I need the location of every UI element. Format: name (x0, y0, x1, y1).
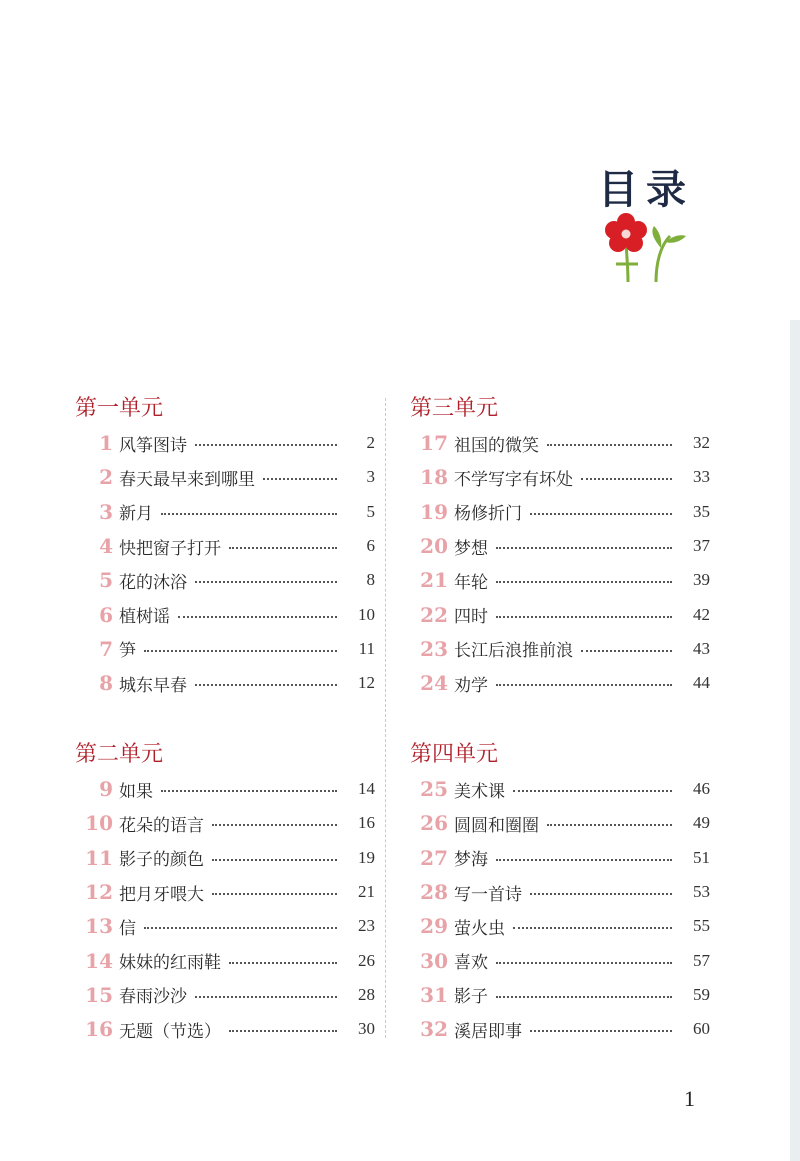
page-ref: 23 (358, 916, 375, 936)
lesson-title: 梦想 (454, 538, 488, 559)
lesson-title: 如果 (119, 781, 153, 802)
lesson-number: 31 (420, 982, 448, 1007)
leader-dots (161, 513, 337, 515)
leader-dots (496, 684, 672, 686)
leader-dots (547, 824, 672, 826)
leader-dots (263, 478, 337, 480)
unit-title: 第四单元 (410, 742, 499, 767)
lesson-title: 春雨沙沙 (119, 987, 187, 1008)
toc-entry[interactable] (75, 772, 375, 806)
leader-dots (513, 927, 672, 929)
lesson-title: 春天最早来到哪里 (119, 469, 255, 490)
lesson-title: 祖国的微笑 (454, 435, 539, 456)
lesson-number: 21 (420, 568, 448, 593)
unit-1 (75, 392, 375, 700)
lesson-title: 杨修折门 (454, 504, 522, 525)
toc-entry[interactable] (75, 495, 375, 529)
leader-dots (195, 684, 337, 686)
page-edge (790, 320, 800, 1161)
page-ref: 16 (358, 813, 375, 833)
page-ref: 11 (358, 638, 375, 658)
leader-dots (229, 1030, 337, 1032)
page-ref: 35 (693, 501, 710, 521)
toc-title: 目录 (598, 167, 694, 213)
page-ref: 57 (693, 950, 710, 970)
toc-entry[interactable] (75, 909, 375, 943)
toc-entry[interactable] (75, 597, 375, 631)
page-ref: 39 (693, 570, 710, 590)
lesson-number: 4 (99, 534, 113, 559)
leader-dots (530, 513, 672, 515)
toc-entry[interactable] (75, 841, 375, 875)
page-ref: 46 (693, 779, 710, 799)
toc-entry[interactable] (410, 426, 710, 460)
unit-2 (75, 738, 375, 1046)
lesson-number: 25 (420, 777, 448, 802)
toc-entry[interactable] (410, 563, 710, 597)
lesson-number: 7 (99, 636, 113, 661)
leader-dots (496, 962, 672, 964)
toc-entry[interactable] (410, 597, 710, 631)
unit-title: 第二单元 (75, 742, 164, 767)
leader-dots (547, 444, 672, 446)
leader-dots (229, 962, 337, 964)
page-ref: 43 (693, 638, 710, 658)
unit-title: 第三单元 (410, 396, 499, 421)
toc-entry[interactable] (410, 875, 710, 909)
page-ref: 28 (358, 984, 375, 1004)
lesson-title: 植树谣 (119, 607, 170, 628)
lesson-number: 14 (85, 948, 113, 973)
toc-entry[interactable] (410, 978, 710, 1012)
page-ref: 53 (693, 882, 710, 902)
lesson-title: 花朵的语言 (119, 815, 204, 836)
lesson-number: 19 (420, 499, 448, 524)
toc-entry[interactable] (75, 426, 375, 460)
page-ref: 12 (358, 673, 375, 693)
page-ref: 51 (693, 847, 710, 867)
lesson-number: 27 (420, 845, 448, 870)
page-ref: 44 (693, 673, 710, 693)
lesson-number: 5 (99, 568, 113, 593)
lesson-number: 28 (420, 880, 448, 905)
toc-entry[interactable] (410, 495, 710, 529)
lesson-title: 劝学 (454, 675, 488, 696)
toc-entry[interactable] (410, 772, 710, 806)
lesson-number: 26 (420, 811, 448, 836)
lesson-number: 17 (420, 431, 448, 456)
lesson-title: 四时 (454, 607, 488, 628)
leader-dots (195, 444, 337, 446)
toc-entry[interactable] (410, 841, 710, 875)
lesson-number: 1 (99, 431, 113, 456)
lesson-title: 风筝图诗 (119, 435, 187, 456)
lesson-title: 花的沐浴 (119, 572, 187, 593)
lesson-number: 29 (420, 914, 448, 939)
lesson-title: 梦海 (454, 850, 488, 871)
flower-icon (598, 206, 688, 284)
toc-entry[interactable] (410, 529, 710, 563)
leader-dots (581, 478, 672, 480)
toc-entry[interactable] (75, 978, 375, 1012)
lesson-number: 8 (99, 671, 113, 696)
page-ref: 2 (366, 433, 375, 453)
toc-entry[interactable] (410, 460, 710, 494)
lesson-title: 新月 (119, 504, 153, 525)
lesson-title: 影子的颜色 (119, 850, 204, 871)
lesson-title: 萤火虫 (454, 918, 505, 939)
page-number: 1 (684, 1086, 695, 1111)
unit-4 (410, 738, 710, 1046)
lesson-number: 9 (99, 777, 113, 802)
leader-dots (229, 547, 337, 549)
page-ref: 55 (693, 916, 710, 936)
lesson-title: 溪居即事 (454, 1021, 522, 1042)
unit-title: 第一单元 (75, 396, 164, 421)
lesson-number: 32 (420, 1017, 448, 1042)
page-ref: 26 (358, 950, 375, 970)
leader-dots (496, 996, 672, 998)
page-ref: 19 (358, 847, 375, 867)
toc-entry[interactable] (410, 1012, 710, 1046)
unit-3 (410, 392, 710, 700)
leader-dots (195, 581, 337, 583)
leader-dots (144, 650, 337, 652)
lesson-title: 城东早春 (119, 675, 187, 696)
toc-entry[interactable] (75, 460, 375, 494)
leader-dots (195, 996, 337, 998)
lesson-number: 16 (85, 1017, 113, 1042)
page-ref: 32 (693, 433, 710, 453)
lesson-title: 长江后浪推前浪 (454, 641, 573, 662)
toc-entry[interactable] (75, 529, 375, 563)
leader-dots (161, 790, 337, 792)
leader-dots (212, 859, 337, 861)
lesson-title: 写一首诗 (454, 884, 522, 905)
lesson-title: 妹妹的红雨鞋 (119, 953, 221, 974)
page-ref: 8 (366, 570, 375, 590)
lesson-title: 信 (119, 918, 136, 939)
toc-entry[interactable] (75, 632, 375, 666)
lesson-title: 年轮 (454, 572, 488, 593)
toc-entry[interactable] (75, 1012, 375, 1046)
page-ref: 59 (693, 984, 710, 1004)
page-ref: 33 (693, 467, 710, 487)
leader-dots (212, 893, 337, 895)
toc-entry[interactable] (410, 806, 710, 840)
leader-dots (496, 859, 672, 861)
leader-dots (496, 616, 672, 618)
lesson-number: 12 (85, 880, 113, 905)
leader-dots (496, 581, 672, 583)
page-ref: 3 (366, 467, 375, 487)
toc-entry[interactable] (75, 563, 375, 597)
toc-entry[interactable] (410, 943, 710, 977)
lesson-title: 美术课 (454, 781, 505, 802)
page-ref: 10 (358, 604, 375, 624)
lesson-title: 无题（节选） (119, 1021, 221, 1042)
lesson-number: 24 (420, 671, 448, 696)
page-ref: 6 (366, 536, 375, 556)
lesson-number: 13 (85, 914, 113, 939)
leader-dots (496, 547, 672, 549)
page-ref: 42 (693, 604, 710, 624)
lesson-number: 2 (99, 465, 113, 490)
page-ref: 5 (366, 501, 375, 521)
leader-dots (212, 824, 337, 826)
page-ref: 30 (358, 1019, 375, 1039)
lesson-number: 3 (99, 499, 113, 524)
lesson-number: 30 (420, 948, 448, 973)
lesson-title: 喜欢 (454, 953, 488, 974)
lesson-title: 快把窗子打开 (119, 538, 221, 559)
toc-entry[interactable] (410, 909, 710, 943)
lesson-number: 18 (420, 465, 448, 490)
toc-entry[interactable] (75, 806, 375, 840)
lesson-number: 10 (85, 811, 113, 836)
lesson-number: 11 (85, 845, 113, 870)
lesson-number: 22 (420, 602, 448, 627)
toc-entry[interactable] (75, 943, 375, 977)
page-ref: 37 (693, 536, 710, 556)
leader-dots (581, 650, 672, 652)
page-ref: 21 (358, 882, 375, 902)
lesson-title: 不学写字有坏处 (454, 469, 573, 490)
leader-dots (513, 790, 672, 792)
lesson-title: 笋 (119, 641, 136, 662)
leader-dots (530, 1030, 672, 1032)
lesson-number: 15 (85, 982, 113, 1007)
lesson-number: 23 (420, 636, 448, 661)
lesson-title: 圆圆和圈圈 (454, 815, 539, 836)
toc-entry[interactable] (410, 666, 710, 700)
column-divider (385, 398, 386, 1038)
toc-entry[interactable] (410, 632, 710, 666)
leader-dots (178, 616, 337, 618)
page-ref: 14 (358, 779, 375, 799)
toc-entry[interactable] (75, 666, 375, 700)
lesson-title: 把月牙喂大 (119, 884, 204, 905)
leader-dots (530, 893, 672, 895)
leader-dots (144, 927, 337, 929)
page-ref: 49 (693, 813, 710, 833)
lesson-number: 6 (99, 602, 113, 627)
lesson-number: 20 (420, 534, 448, 559)
toc-entry[interactable] (75, 875, 375, 909)
page-ref: 60 (693, 1019, 710, 1039)
lesson-title: 影子 (454, 987, 488, 1008)
